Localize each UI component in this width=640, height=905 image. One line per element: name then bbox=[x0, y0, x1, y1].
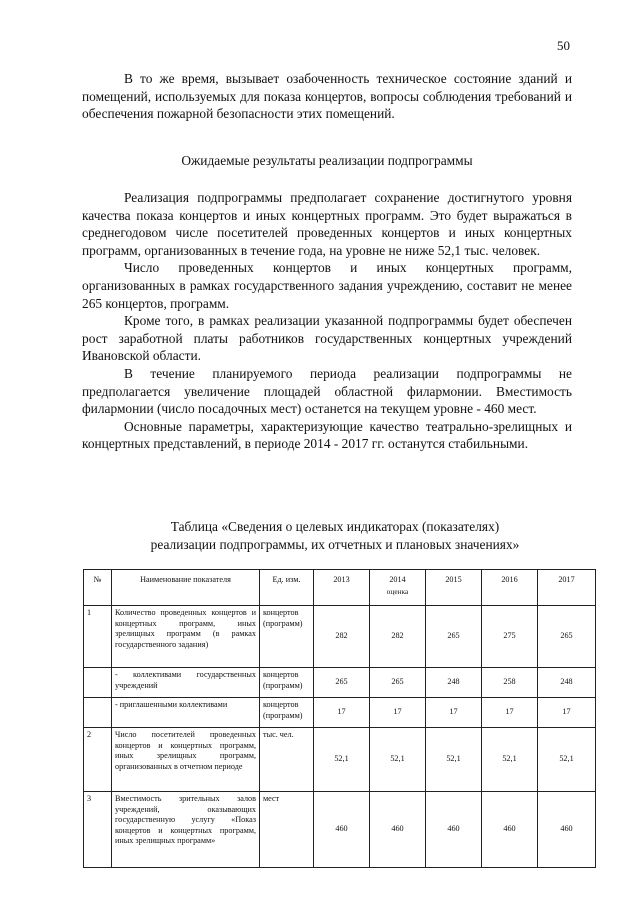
table-row bbox=[84, 728, 596, 792]
header-2013: 2013 bbox=[314, 570, 370, 606]
value-2013: 460 bbox=[314, 792, 370, 868]
row-unit: концертов (программ) bbox=[260, 668, 314, 698]
section-heading: Ожидаемые результаты реализации подпрограммы bbox=[181, 153, 473, 168]
value-2017: 52,1 bbox=[538, 728, 596, 792]
value-2014: 17 bbox=[370, 698, 426, 728]
row-name: Вместимость зрительных залов учреждений, оказывающих государственную услугу «Показ концертов и концертных программ, иных зрелищных программ» bbox=[112, 792, 260, 868]
row-num: 1 bbox=[84, 606, 112, 668]
value-2017: 248 bbox=[538, 668, 596, 698]
paragraph: Число проведенных концертов и иных концертных программ, организованных в рамках государственного задания учреждению, составит не менее 265 концертов, программ. bbox=[82, 260, 572, 311]
value-2014: 52,1 bbox=[370, 728, 426, 792]
row-num: 2 bbox=[84, 728, 112, 792]
table-row bbox=[84, 668, 596, 698]
results-paragraph-block bbox=[82, 189, 572, 453]
value-2015: 52,1 bbox=[426, 728, 482, 792]
header-num: № bbox=[84, 570, 112, 606]
indicators-table bbox=[83, 569, 596, 868]
value-2013: 52,1 bbox=[314, 728, 370, 792]
header-2016: 2016 bbox=[482, 570, 538, 606]
row-name: Число посетителей проведенных концертов и концертных программ, иных зрелищных программ, организованных в отчетном периоде bbox=[112, 728, 260, 792]
value-2016: 17 bbox=[482, 698, 538, 728]
row-unit: мест bbox=[260, 792, 314, 868]
table-row bbox=[84, 606, 596, 668]
paragraph: Основные параметры, характеризующие качество театрально-зрелищных и концертных представлений, в периоде 2014 - 2017 гг. останутся стабильными. bbox=[82, 418, 572, 452]
page-number: 50 bbox=[557, 38, 570, 53]
table-title bbox=[100, 518, 570, 554]
table-header-row bbox=[84, 570, 596, 606]
value-2013: 17 bbox=[314, 698, 370, 728]
row-num: 3 bbox=[84, 792, 112, 868]
header-2014 bbox=[370, 570, 426, 606]
value-2014: 282 bbox=[370, 606, 426, 668]
value-2015: 265 bbox=[426, 606, 482, 668]
header-2015: 2015 bbox=[426, 570, 482, 606]
value-2016: 275 bbox=[482, 606, 538, 668]
header-2014-year: 2014 bbox=[389, 575, 406, 584]
value-2015: 17 bbox=[426, 698, 482, 728]
value-2017: 460 bbox=[538, 792, 596, 868]
value-2013: 265 bbox=[314, 668, 370, 698]
row-unit: концертов (программ) bbox=[260, 698, 314, 728]
intro-paragraph-block bbox=[82, 70, 572, 123]
value-2016: 52,1 bbox=[482, 728, 538, 792]
row-unit: тыс. чел. bbox=[260, 728, 314, 792]
value-2017: 265 bbox=[538, 606, 596, 668]
paragraph: Кроме того, в рамках реализации указанной подпрограммы будет обеспечен рост заработной платы работников государственных концертных учреждений Ивановской области. bbox=[82, 313, 572, 364]
header-2014-note: оценка bbox=[386, 586, 409, 596]
paragraph: В то же время, вызывает озабоченность техническое состояние зданий и помещений, используемых для показа концертов, вопросы соблюдения требований и обеспечения пожарной безопасности этих помещений. bbox=[82, 71, 572, 122]
value-2017: 17 bbox=[538, 698, 596, 728]
table-row bbox=[84, 698, 596, 728]
header-name: Наименование показателя bbox=[112, 570, 260, 606]
paragraph: В течение планируемого периода реализации подпрограммы не предполагается увеличение площадей областной филармонии. Вместимость филармонии (число посадочных мест) останется на текущем уровне - 460 мест. bbox=[82, 365, 572, 417]
value-2015: 460 bbox=[426, 792, 482, 868]
header-unit: Ед. изм. bbox=[260, 570, 314, 606]
value-2014: 265 bbox=[370, 668, 426, 698]
value-2014: 460 bbox=[370, 792, 426, 868]
row-num bbox=[84, 698, 112, 728]
row-name: Количество проведенных концертов и концертных программ, иных зрелищных программ (в рамках государственного задания) bbox=[112, 606, 260, 668]
row-unit: концертов (программ) bbox=[260, 606, 314, 668]
value-2016: 460 bbox=[482, 792, 538, 868]
value-2013: 282 bbox=[314, 606, 370, 668]
header-2017: 2017 bbox=[538, 570, 596, 606]
value-2016: 258 bbox=[482, 668, 538, 698]
table-title-line: Таблица «Сведения о целевых индикаторах (показателях) bbox=[170, 519, 500, 534]
value-2015: 248 bbox=[426, 668, 482, 698]
table-title-line: реализации подпрограммы, их отчетных и плановых значениях» bbox=[150, 537, 520, 552]
row-name: - коллективами государственных учреждений bbox=[112, 668, 260, 698]
paragraph: Реализация подпрограммы предполагает сохранение достигнутого уровня качества показа концертов и иных концертных программ. Это будет выражаться в среднегодовом числе посетителей проведенных концертов и иных концертных программ, организованных в течение года, на уровне не ниже 52,1 тыс. человек. bbox=[82, 190, 572, 258]
table-row bbox=[84, 792, 596, 868]
row-name: - приглашенными коллективами bbox=[112, 698, 260, 728]
row-num bbox=[84, 668, 112, 698]
